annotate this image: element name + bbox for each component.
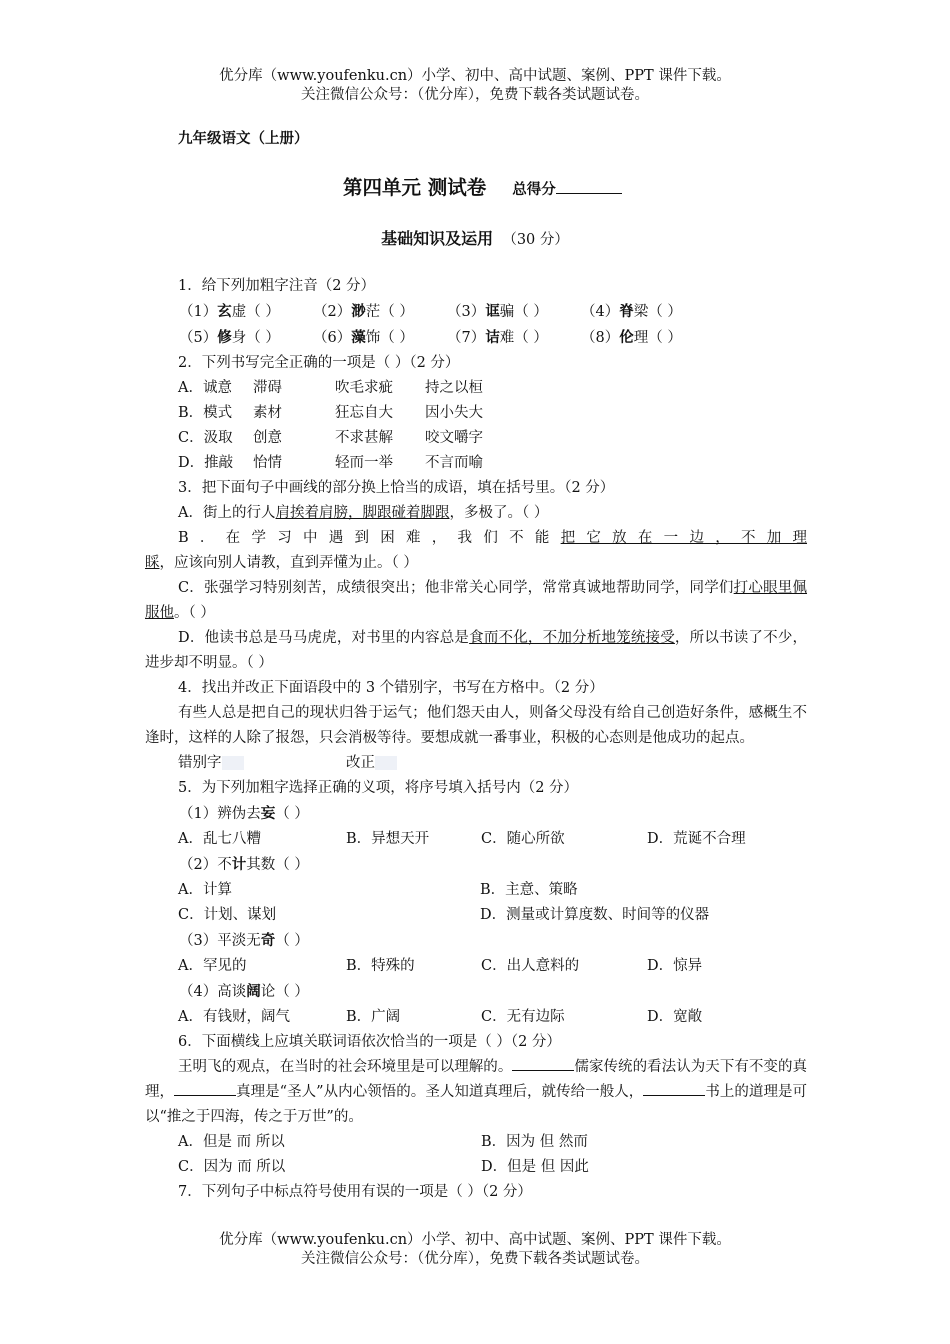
q2-option-a: A．诚意 滞碍 吹毛求疵 持之以桓 bbox=[178, 380, 483, 396]
q2-option-c: C．汲取 创意 不求甚解 咬文嚼字 bbox=[178, 430, 483, 446]
q5-sub-4: （4）高谈阔论（ ） bbox=[179, 983, 309, 1000]
q3-option-a: A．街上的行人肩挨着肩膀，脚跟碰着脚跟，多极了。（ ） bbox=[178, 505, 549, 521]
q3-option-b: B．在学习中遇到困难，我们不能把它放在一边，不加理睬，应该向别人请教，直到弄懂为止。（ ） bbox=[145, 530, 808, 571]
page-footer bbox=[0, 1231, 950, 1269]
q5-sub-2-options-1: A．计算 B．主意、策略 bbox=[178, 882, 578, 898]
q4-fix-label: 改正 bbox=[346, 755, 375, 771]
q4-wrong-label: 错别字 bbox=[178, 755, 222, 771]
footer-line-2: 关注微信公众号：（优分库），免费下载各类试题试卷。 bbox=[301, 1251, 649, 1267]
exam-content bbox=[145, 274, 807, 1205]
page-header bbox=[0, 67, 950, 105]
q5-sub-3-options: A．罕见的 B．特殊的 C．出人意料的 D．惊异 bbox=[178, 958, 703, 974]
answer-box[interactable] bbox=[222, 756, 244, 770]
page-title: 第四单元 测试卷 bbox=[343, 176, 487, 199]
q2-option-b: B．模式 素材 狂忘自大 因小失大 bbox=[178, 405, 483, 421]
score-blank bbox=[556, 179, 622, 194]
q5-sub-3: （3）平淡无奇（ ） bbox=[179, 932, 309, 949]
fill-blank[interactable] bbox=[512, 1057, 574, 1071]
q5-sub-1: （1）辨伪去妄（ ） bbox=[179, 805, 309, 822]
section-title: 基础知识及运用 bbox=[381, 229, 494, 248]
q5-sub-4-options: A．有钱财，阔气 B．广阔 C．无有边际 D．宽敞 bbox=[178, 1009, 703, 1025]
q1-row-1 bbox=[145, 299, 807, 325]
q6-options-2: C．因为 而 所以 D．但是 但 因此 bbox=[178, 1159, 589, 1175]
q1-item: （6）藻饰（ ） bbox=[313, 329, 414, 346]
q3-stem: 3．把下面句子中画线的部分换上恰当的成语，填在括号里。（2 分） bbox=[178, 480, 615, 496]
q5-sub-1-options: A．乱七八糟 B．异想天开 C．随心所欲 D．荒诞不合理 bbox=[178, 831, 746, 847]
header-line-1: 优分库（www.youfenku.cn）小学、初中、高中试题、案例、PPT 课件下载。 bbox=[219, 68, 731, 84]
q3-option-d: D．他读书总是马马虎虎，对书里的内容总是食而不化，不加分析地笼统接受，所以书读了不少，进步却不明显。（ ） bbox=[145, 630, 808, 671]
q2-stem: 2．下列书写完全正确的一项是（ ）（2 分） bbox=[178, 355, 460, 371]
q7-stem: 7．下列句子中标点符号使用有误的一项是（ ）（2 分） bbox=[178, 1184, 532, 1200]
fill-blank[interactable] bbox=[643, 1082, 705, 1096]
footer-line-1: 优分库（www.youfenku.cn）小学、初中、高中试题、案例、PPT 课件下载。 bbox=[219, 1232, 731, 1248]
q1-item: （2）渺茫（ ） bbox=[313, 303, 414, 320]
q6-options-1: A．但是 而 所以 B．因为 但 然而 bbox=[178, 1134, 588, 1150]
q3-option-c: C．张强学习特别刻苦，成绩很突出；他非常关心同学，常常真诚地帮助同学，同学们打心眼里佩服他。（ ） bbox=[145, 580, 808, 621]
q1-item: （1）玄虚（ ） bbox=[179, 303, 280, 320]
q1-item: （3）诓骗（ ） bbox=[447, 303, 548, 320]
q4-answer-row bbox=[145, 751, 807, 776]
q1-item: （4）脊梁（ ） bbox=[581, 303, 682, 320]
q1-item: （5）修身（ ） bbox=[179, 329, 280, 346]
q1-stem: 1．给下列加粗字注音（2 分） bbox=[178, 278, 376, 294]
q1-item: （8）伦理（ ） bbox=[581, 329, 682, 346]
header-line-2: 关注微信公众号：（优分库），免费下载各类试题试卷。 bbox=[301, 87, 649, 103]
title-line bbox=[343, 172, 622, 200]
section-points: （30 分） bbox=[502, 232, 569, 248]
q5-sub-2: （2）不计其数（ ） bbox=[179, 856, 309, 873]
q1-row-2 bbox=[145, 325, 807, 351]
q2-option-d: D．推敲 怡情 轻而一举 不言而喻 bbox=[178, 455, 483, 471]
q5-sub-2-options-2: C．计划、谋划 D．测量或计算度数、时间等的仪器 bbox=[178, 907, 710, 923]
q6-passage: 王明飞的观点，在当时的社会环境里是可以理解的。 儒家传统的看法认为天下有不变的真理， 真理是“圣人”从内心领悟的。圣人知道真理后，就传给一般人， 书上的道理是可以“推之于四海，传之于万世”的。 bbox=[145, 1059, 808, 1125]
fill-blank[interactable] bbox=[174, 1082, 236, 1096]
q6-stem: 6．下面横线上应填关联词语依次恰当的一项是（ ）（2 分） bbox=[178, 1034, 561, 1050]
q1-item: （7）诘难（ ） bbox=[447, 329, 548, 346]
answer-box[interactable] bbox=[375, 756, 397, 770]
section-heading bbox=[0, 226, 950, 249]
grade-label: 九年级语文（上册） bbox=[178, 130, 309, 147]
score-label: 总得分 bbox=[512, 181, 556, 198]
q4-stem: 4．找出并改正下面语段中的 3 个错别字，书写在方格中。（2 分） bbox=[178, 680, 604, 696]
q5-stem: 5．为下列加粗字选择正确的义项，将序号填入括号内（2 分） bbox=[178, 780, 579, 796]
q4-passage: 有些人总是把自己的现状归咎于运气；他们怨天由人，则备父母没有给自己创造好条件，感概生不逢时，这样的人除了报怨，只会消极等待。要想成就一番事业，积极的心态则是他成功的起点。 bbox=[145, 705, 807, 746]
